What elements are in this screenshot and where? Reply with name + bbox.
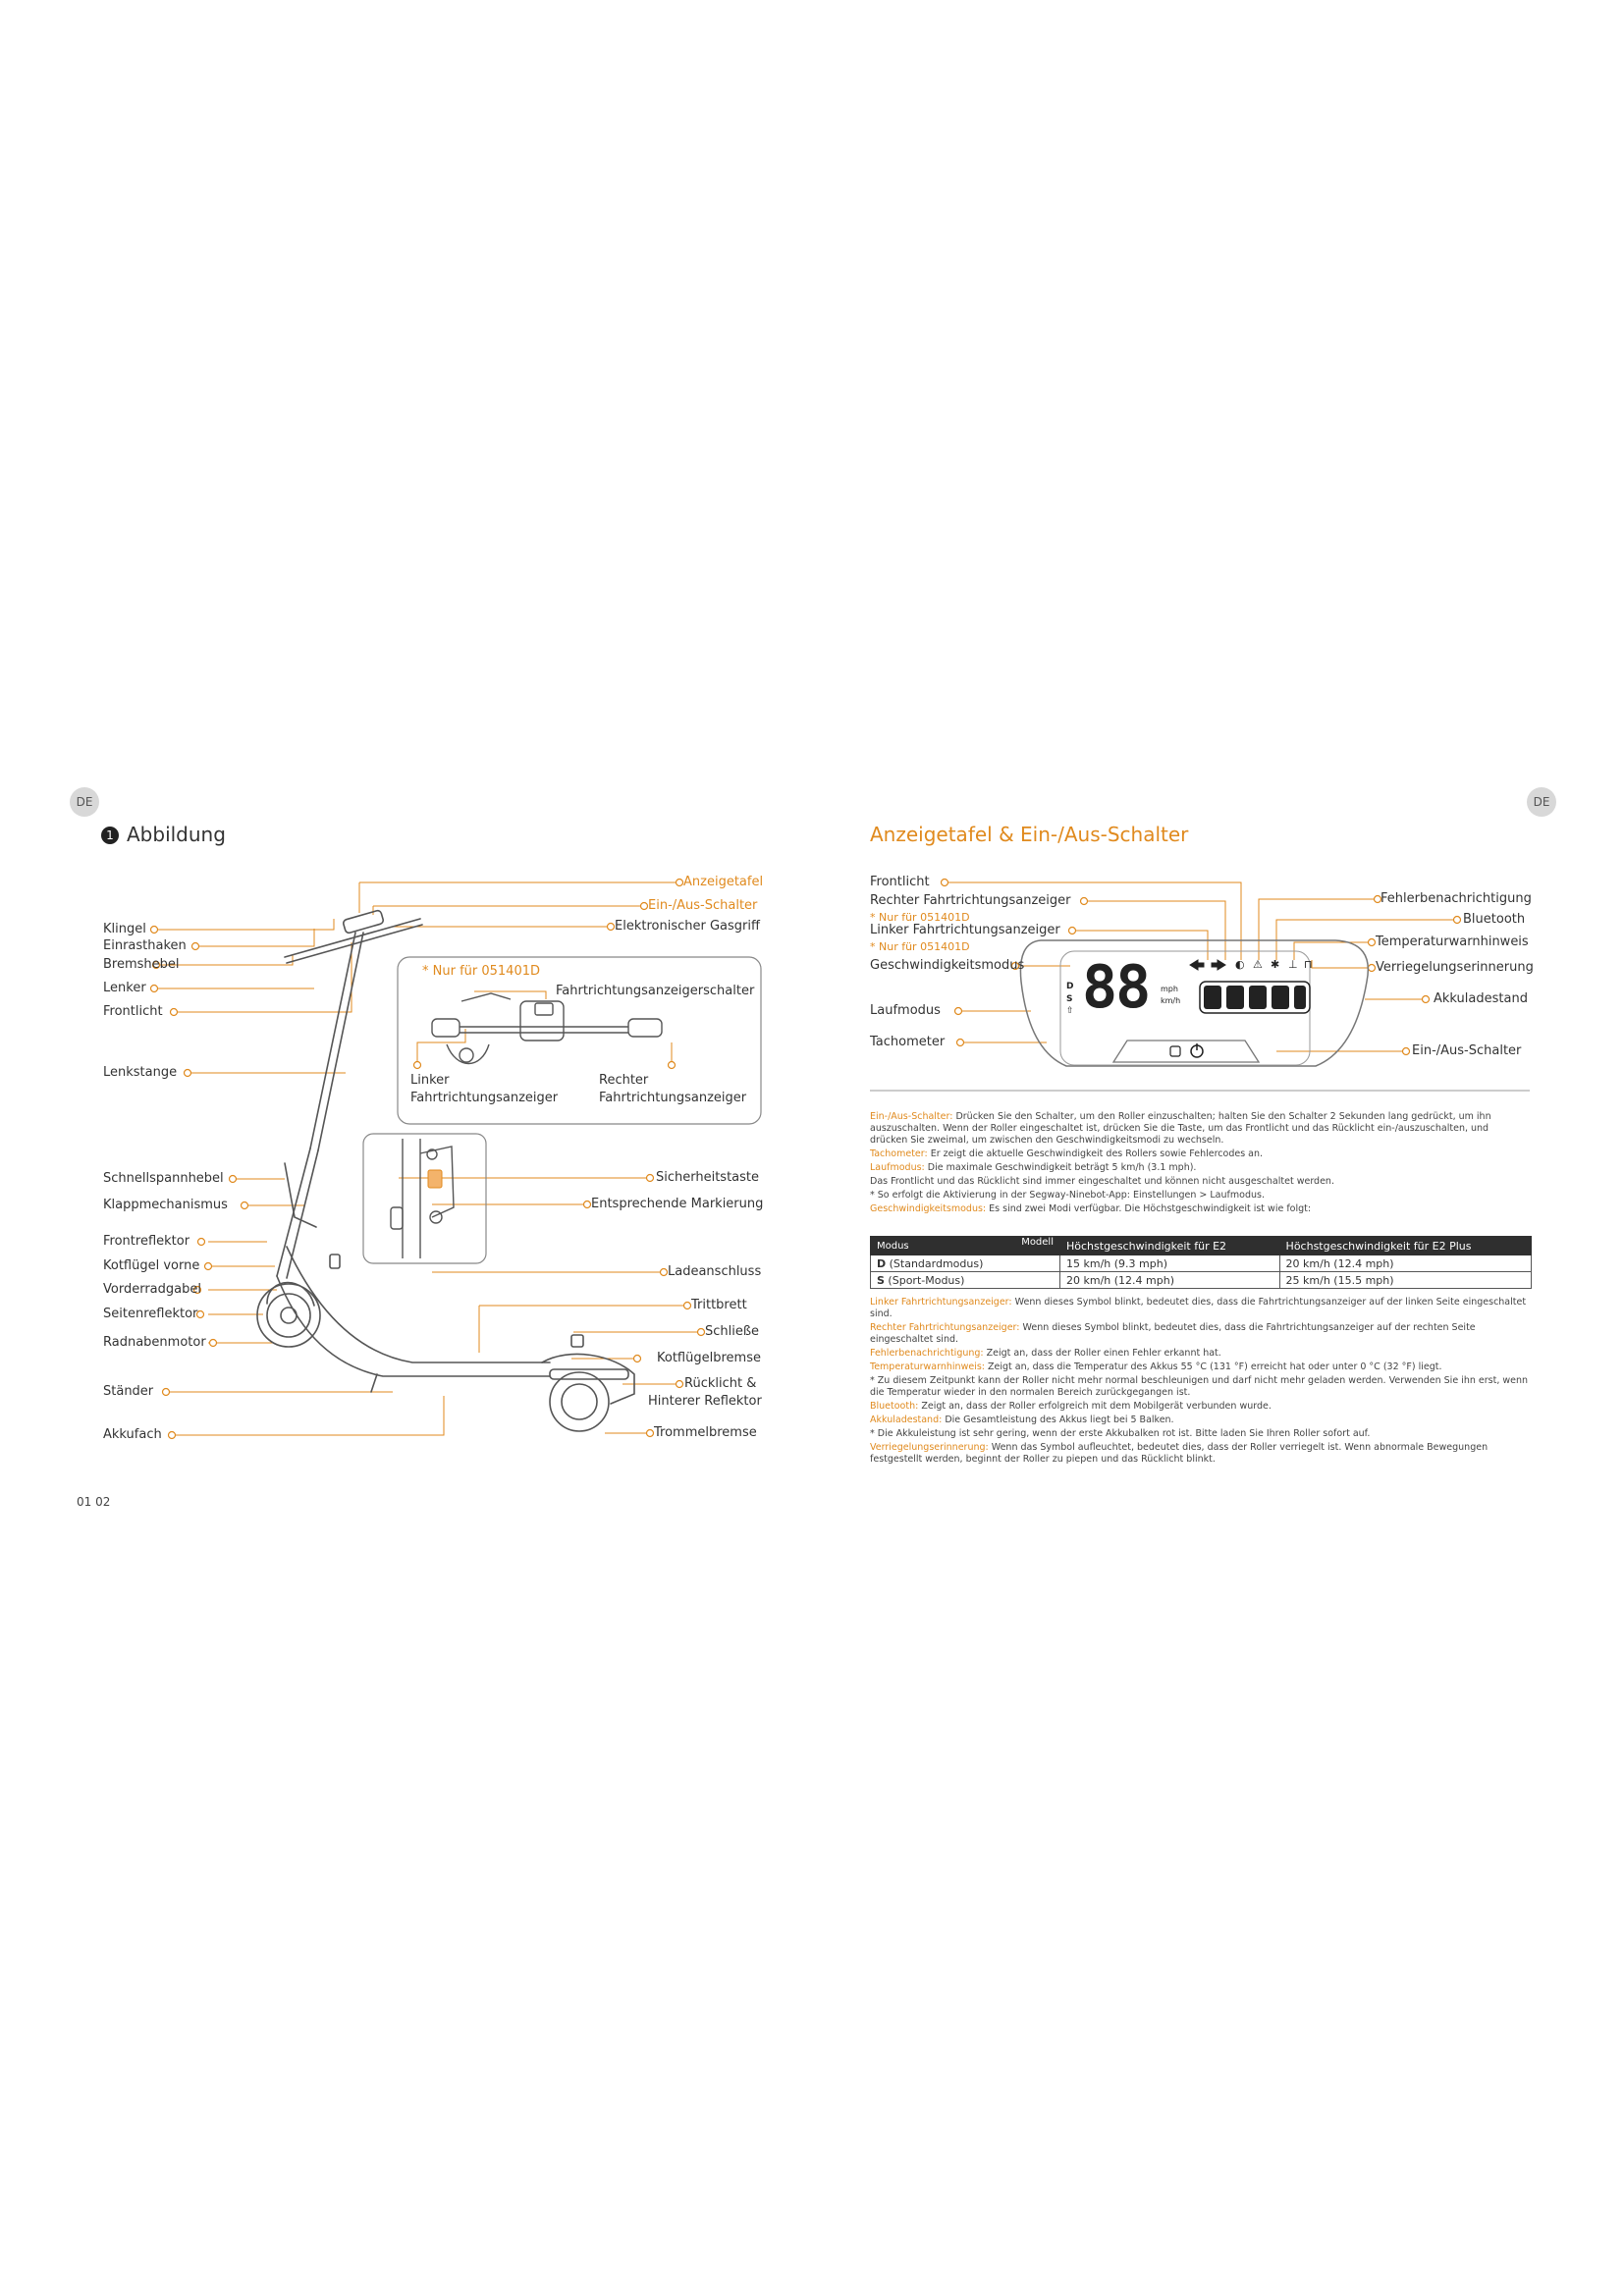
label-lenker: Lenker bbox=[103, 981, 146, 995]
table-header-mode: Modus Modell bbox=[871, 1237, 1060, 1255]
r-label-rechter: Rechter Fahrtrichtungsanzeiger bbox=[870, 893, 1071, 908]
label-trittbrett: Trittbrett bbox=[691, 1298, 747, 1312]
desc-item: Laufmodus: Die maximale Geschwindigkeit beträgt 5 km/h (3.1 mph). bbox=[870, 1162, 1197, 1173]
label-kotfluegelbremse: Kotflügelbremse bbox=[657, 1351, 761, 1365]
desc-item: Geschwindigkeitsmodus: Es sind zwei Modi verfügbar. Die Höchstgeschwindigkeit ist wie folgt: bbox=[870, 1203, 1312, 1214]
label-vorderradgabel: Vorderradgabel bbox=[103, 1282, 201, 1297]
label-frontlicht: Frontlicht bbox=[103, 1004, 163, 1019]
r-label-frontlicht: Frontlicht bbox=[870, 875, 930, 889]
language-badge-left: DE bbox=[70, 787, 99, 817]
label-klingel: Klingel bbox=[103, 922, 146, 936]
label-ruecklicht: Rücklicht & bbox=[684, 1376, 757, 1391]
label-klappmechanismus: Klappmechanismus bbox=[103, 1198, 228, 1212]
label-radnabenmotor: Radnabenmotor bbox=[103, 1335, 206, 1350]
label-markierung: Entsprechende Markierung bbox=[591, 1197, 764, 1211]
unit-kmh: km/h bbox=[1161, 996, 1181, 1005]
inset-left-label-1: Linker bbox=[410, 1073, 450, 1088]
table-header-e2: Höchstgeschwindigkeit für E2 bbox=[1060, 1237, 1280, 1255]
label-schnellspannhebel: Schnellspannhebel bbox=[103, 1171, 224, 1186]
lock-icon: ⊓ bbox=[1304, 958, 1313, 971]
r-label-einaus: Ein-/Aus-Schalter bbox=[1412, 1043, 1522, 1058]
label-sicherheitstaste: Sicherheitstaste bbox=[656, 1170, 760, 1185]
r-label-laufmodus: Laufmodus bbox=[870, 1003, 941, 1018]
r-label-akkustand: Akkuladestand bbox=[1434, 991, 1528, 1006]
inset-left-label-2: Fahrtrichtungsanzeiger bbox=[410, 1091, 559, 1105]
language-badge-right: DE bbox=[1527, 787, 1556, 817]
mode-walk: ⇧ bbox=[1066, 1006, 1074, 1016]
temperature-icon: ⊥ bbox=[1288, 958, 1298, 971]
label-lenkstange: Lenkstange bbox=[103, 1065, 178, 1080]
description-block-2 bbox=[870, 1297, 1528, 1468]
unit-mph: mph bbox=[1161, 985, 1178, 993]
r-label-bluetooth: Bluetooth bbox=[1463, 912, 1526, 927]
desc-item: Temperaturwarnhinweis: Zeigt an, dass die Temperatur des Akkus 55 °C (131 °F) erreicht hat oder unter 0 °C (32 °F) liegt. bbox=[870, 1362, 1442, 1372]
headlight-icon: ◐ bbox=[1235, 958, 1245, 971]
speed-table bbox=[870, 1236, 1532, 1289]
r-label-fehler: Fehlerbenachrichtigung bbox=[1380, 891, 1532, 906]
label-einrasthaken: Einrasthaken bbox=[103, 938, 187, 953]
speed-digits: 88 bbox=[1082, 953, 1150, 1022]
page-numbers: 01 02 bbox=[77, 1495, 111, 1509]
mode-s: S bbox=[1066, 994, 1073, 1004]
label-bremshebel: Bremshebel bbox=[103, 957, 180, 972]
right-page-title: Anzeigetafel & Ein-/Aus-Schalter bbox=[870, 823, 1189, 846]
label-seitenreflektor: Seitenreflektor bbox=[103, 1307, 198, 1321]
r-label-linker: Linker Fahrtrichtungsanzeiger bbox=[870, 923, 1060, 937]
table-row: S (Sport-Modus) 20 km/h (12.4 mph) 25 km/h (15.5 mph) bbox=[871, 1272, 1532, 1289]
table-row: D (Standardmodus) 15 km/h (9.3 mph) 20 km/h (12.4 mph) bbox=[871, 1255, 1532, 1272]
table-header-e2plus: Höchstgeschwindigkeit für E2 Plus bbox=[1279, 1237, 1531, 1255]
desc-item: Das Frontlicht und das Rücklicht sind immer eingeschaltet und können nicht ausgeschaltet werden. bbox=[870, 1176, 1334, 1187]
label-kotfluegel-vorne: Kotflügel vorne bbox=[103, 1258, 200, 1273]
desc-item: Rechter Fahrtrichtungsanzeiger: Wenn dieses Symbol blinkt, bedeutet dies, dass die Fahrtrichtungsanzeiger auf der rechten Seite eingeschaltet sind. bbox=[870, 1322, 1476, 1345]
r-label-note1: * Nur für 051401D bbox=[870, 911, 970, 924]
desc-item: Tachometer: Er zeigt die aktuelle Geschwindigkeit des Rollers sowie Fehlercodes an. bbox=[870, 1148, 1264, 1159]
desc-item: * So erfolgt die Aktivierung in der Segway-Ninebot-App: Einstellungen > Laufmodus. bbox=[870, 1190, 1265, 1201]
inset-note: * Nur für 051401D bbox=[422, 964, 541, 979]
inset-right-label-1: Rechter bbox=[599, 1073, 649, 1088]
mode-d: D bbox=[1066, 982, 1074, 991]
r-label-note2: * Nur für 051401D bbox=[870, 940, 970, 953]
r-label-geschwindigkeitsmodus: Geschwindigkeitsmodus bbox=[870, 958, 1025, 973]
label-schliesse: Schließe bbox=[705, 1324, 760, 1339]
desc-item: Bluetooth: Zeigt an, dass der Roller erfolgreich mit dem Mobilgerät verbunden wurde. bbox=[870, 1401, 1272, 1412]
label-trommelbremse: Trommelbremse bbox=[654, 1425, 757, 1440]
description-block-1 bbox=[870, 1111, 1528, 1217]
label-hinterer-reflektor: Hinterer Reflektor bbox=[648, 1394, 762, 1409]
desc-item: Linker Fahrtrichtungsanzeiger: Wenn dieses Symbol blinkt, bedeutet dies, dass die Fahrtrichtungsanzeiger auf der linken Seite eingeschaltet sind. bbox=[870, 1297, 1527, 1319]
left-title-text: Abbildung bbox=[127, 823, 226, 846]
desc-item: Verriegelungserinnerung: Wenn das Symbol aufleuchtet, bedeutet dies, dass der Roller verriegelt ist. Wenn abnormale Bewegungen festgestellt werden, beginnt der Roller zu piepen und das Rücklicht blinkt. bbox=[870, 1442, 1489, 1465]
r-label-temperatur: Temperaturwarnhinweis bbox=[1376, 934, 1529, 949]
desc-item: * Die Akkuleistung ist sehr gering, wenn der erste Akkubalken rot ist. Bitte laden Sie Ihren Roller sofort auf. bbox=[870, 1428, 1371, 1439]
desc-item: Ein-/Aus-Schalter: Drücken Sie den Schalter, um den Roller einzuschalten; halten Sie den Schalter 2 Sekunden lang gedrückt, um ihn auszuschalten. Wenn der Roller eingeschaltet ist, drücken Sie die Taste, um das Frontlicht und das Rücklicht ein-/auszuschalten, und drücken Sie zweimal, um zwischen den Geschwindigkeitsmodi zu wechseln. bbox=[870, 1111, 1491, 1146]
label-staender: Ständer bbox=[103, 1384, 154, 1399]
label-ladeanschluss: Ladeanschluss bbox=[668, 1264, 762, 1279]
inset-switch-label: Fahrtrichtungsanzeigerschalter bbox=[556, 984, 755, 998]
r-label-tachometer: Tachometer bbox=[870, 1035, 946, 1049]
inset-right-label-2: Fahrtrichtungsanzeiger bbox=[599, 1091, 747, 1105]
label-anzeigetafel: Anzeigetafel bbox=[683, 875, 764, 889]
desc-item: Fehlerbenachrichtigung: Zeigt an, dass der Roller einen Fehler erkannt hat. bbox=[870, 1348, 1221, 1359]
label-gasgriff: Elektronischer Gasgriff bbox=[615, 919, 760, 934]
label-akkufach: Akkufach bbox=[103, 1427, 162, 1442]
desc-item: * Zu diesem Zeitpunkt kann der Roller nicht mehr normal beschleunigen und darf nicht mehr geladen werden. Verwenden Sie ihn erst, wenn die Temperatur wieder in den normalen Bereich zurückgegangen ist. bbox=[870, 1375, 1529, 1398]
r-label-verriegelung: Verriegelungserinnerung bbox=[1376, 960, 1534, 975]
label-frontreflektor: Frontreflektor bbox=[103, 1234, 190, 1249]
bluetooth-icon: ✱ bbox=[1271, 958, 1280, 971]
table-header-row bbox=[871, 1237, 1532, 1255]
label-ein-aus-schalter: Ein-/Aus-Schalter bbox=[648, 898, 758, 913]
section-number-icon: 1 bbox=[101, 827, 119, 844]
error-icon: ⚠ bbox=[1253, 958, 1263, 971]
desc-item: Akkuladestand: Die Gesamtleistung des Akkus liegt bei 5 Balken. bbox=[870, 1415, 1174, 1425]
